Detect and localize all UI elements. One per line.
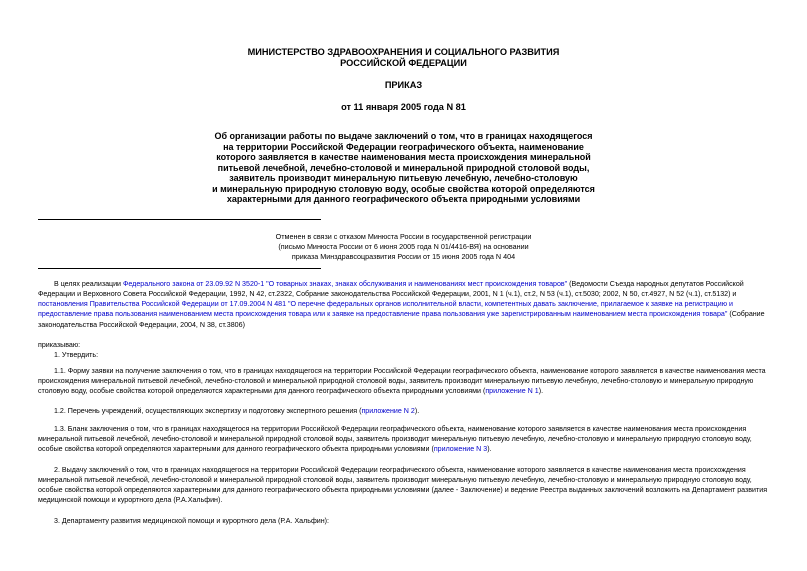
title-line: на территории Российской Федерации географического объекта, наименование (223, 141, 584, 152)
note-line: приказа Минздравсоцразвития России от 15 июня 2005 года N 404 (291, 252, 516, 261)
item-1-text: 1. Утвердить: (54, 351, 99, 359)
title-line: Об организации работы по выдаче заключений о том, что в границах находящегося (214, 131, 593, 141)
title-line: которого заявляется в качестве наименования места происхождения минеральной (216, 152, 591, 162)
ministry-line-1: МИНИСТЕРСТВО ЗДРАВООХРАНЕНИЯ И СОЦИАЛЬНОГО РАЗВИТИЯ (247, 47, 560, 57)
item-1-2-text: 1.2. Перечень учреждений, осуществляющих экспертизу и подготовку экспертного решения ( (54, 407, 362, 415)
item-1-3 (38, 424, 770, 454)
order-word (38, 340, 770, 350)
item-1-2 (38, 406, 770, 416)
item-1-1-end: ). (538, 387, 544, 396)
note-line: Отменен в связи с отказом Минюста России в государственной регистрации (275, 232, 532, 241)
item-1-1 (38, 366, 770, 396)
item-2-text: 2. Выдачу заключений о том, что в границах находящегося на территории Российской Федерации географического объекта, наименование которого заявляется в качестве наименования места происхождения минеральной питьевой лечебной, лечебно-столовой и минеральной природной столовой воды, заявитель производит минеральную питьевую лечебную, лечебно-столовую и минеральную природную столовую воду, особые свойства которой определяются характерными для данного географического объекта природными условиями (далее - Заключение) и ведение Реестра выданных заключений возложить на Департамент развития медицинской помощи и курортного дела (Р.А.Хальфин). (38, 466, 768, 505)
appendix-3-link[interactable]: приложение N 3 (433, 445, 488, 454)
order-word-text: приказываю: (38, 341, 81, 349)
title-line: и минеральную природную столовую воду, особые свойства которой определяются (212, 183, 595, 194)
preamble-text: (Собрание законодательства Российской Федерации, 2004, N 38, ст.3806) (38, 310, 765, 329)
divider-bottom (38, 268, 321, 269)
document-date-number: от 11 января 2005 года N 81 (341, 102, 466, 112)
appendix-1-link[interactable]: приложение N 1 (485, 387, 539, 396)
title-line: питьевой лечебной, лечебно-столовой и минеральной природной столовой воды, (217, 162, 590, 173)
divider-top (38, 219, 321, 220)
item-1-3-text: 1.3. Бланк заключения о том, что в границах находящегося на территории Российской Федерации географического объекта, наименование которого заявляется в качестве наименования места происхождения минеральной питьевой лечебной, лечебно-столовой и минеральной природной столовой воды, заявитель производит минеральную питьевую лечебную, лечебно-столовую и минеральную природную столовую воду, особые свойства которой определяются характерными для данного географического объекта природными условиями ( (38, 425, 752, 454)
item-3 (38, 516, 770, 526)
title-line: заявитель производит минеральную питьевую лечебную, лечебно-столовую (229, 173, 578, 183)
item-3-text: 3. Департаменту развития медицинской помощи и курортного дела (Р.А. Хальфин): (54, 517, 330, 525)
federal-law-link[interactable]: Федерального закона от 23.09.92 N 3520-1 "О товарных знаках, знаках обслуживания и наименованиях мест происхождения товаров" (123, 280, 568, 288)
preamble-paragraph (38, 279, 770, 330)
preamble-text: (Ведомости Съезда народных депутатов Российской Федерации и Верховного Совета Российской Федерации, 1992, N 42, ст.2322, Собрание законодательства Российской Федерации, 2001, N 1 (ч.1), ст.2, N 53 (ч.1), ст.5030; 2002, N 50, ст.4927, N 52 (ч.1), ст.5132) и (38, 280, 744, 299)
preamble-text: В целях реализации (54, 280, 123, 288)
item-1 (38, 350, 770, 360)
government-resolution-link[interactable]: постановления Правительства Российской Федерации от 17.09.2004 N 481 "О перечне федеральных органов исполнительной власти, компетентных давать заключение, прилагаемое к заявке на регистрацию и предоставление права пользования наименованием места происхождения товара или к заявке на предоставление права пользования уже зарегистрированным наименованием места происхождения товара" (38, 300, 733, 319)
ministry-line-2: РОССИЙСКОЙ ФЕДЕРАЦИИ (340, 58, 467, 68)
item-1-3-end: ). (487, 445, 492, 454)
appendix-2-link[interactable]: приложение N 2 (361, 407, 415, 415)
document-type: ПРИКАЗ (384, 80, 423, 90)
title-line: характерными для данного географического объекта природными условиями (226, 194, 581, 204)
note-line: (письмо Минюста России от 6 июня 2005 года N 01/4416-ВЯ) на основании (278, 242, 529, 251)
item-2 (38, 465, 770, 506)
item-1-2-end: ). (414, 407, 420, 415)
item-1-1-text: 1.1. Форму заявки на получение заключения о том, что в границах находящегося на территории Российской Федерации географического объекта, наименование которого заявляется в качестве наименования места происхождения минеральной питьевой лечебной, лечебно-столовой и минеральной природной столовой воды, заявитель производит минеральную питьевую лечебную, лечебно-столовую и минеральную природную столовую воду, особые свойства которой определяются характерными для данного географического объекта природными условиями ( (38, 367, 766, 396)
